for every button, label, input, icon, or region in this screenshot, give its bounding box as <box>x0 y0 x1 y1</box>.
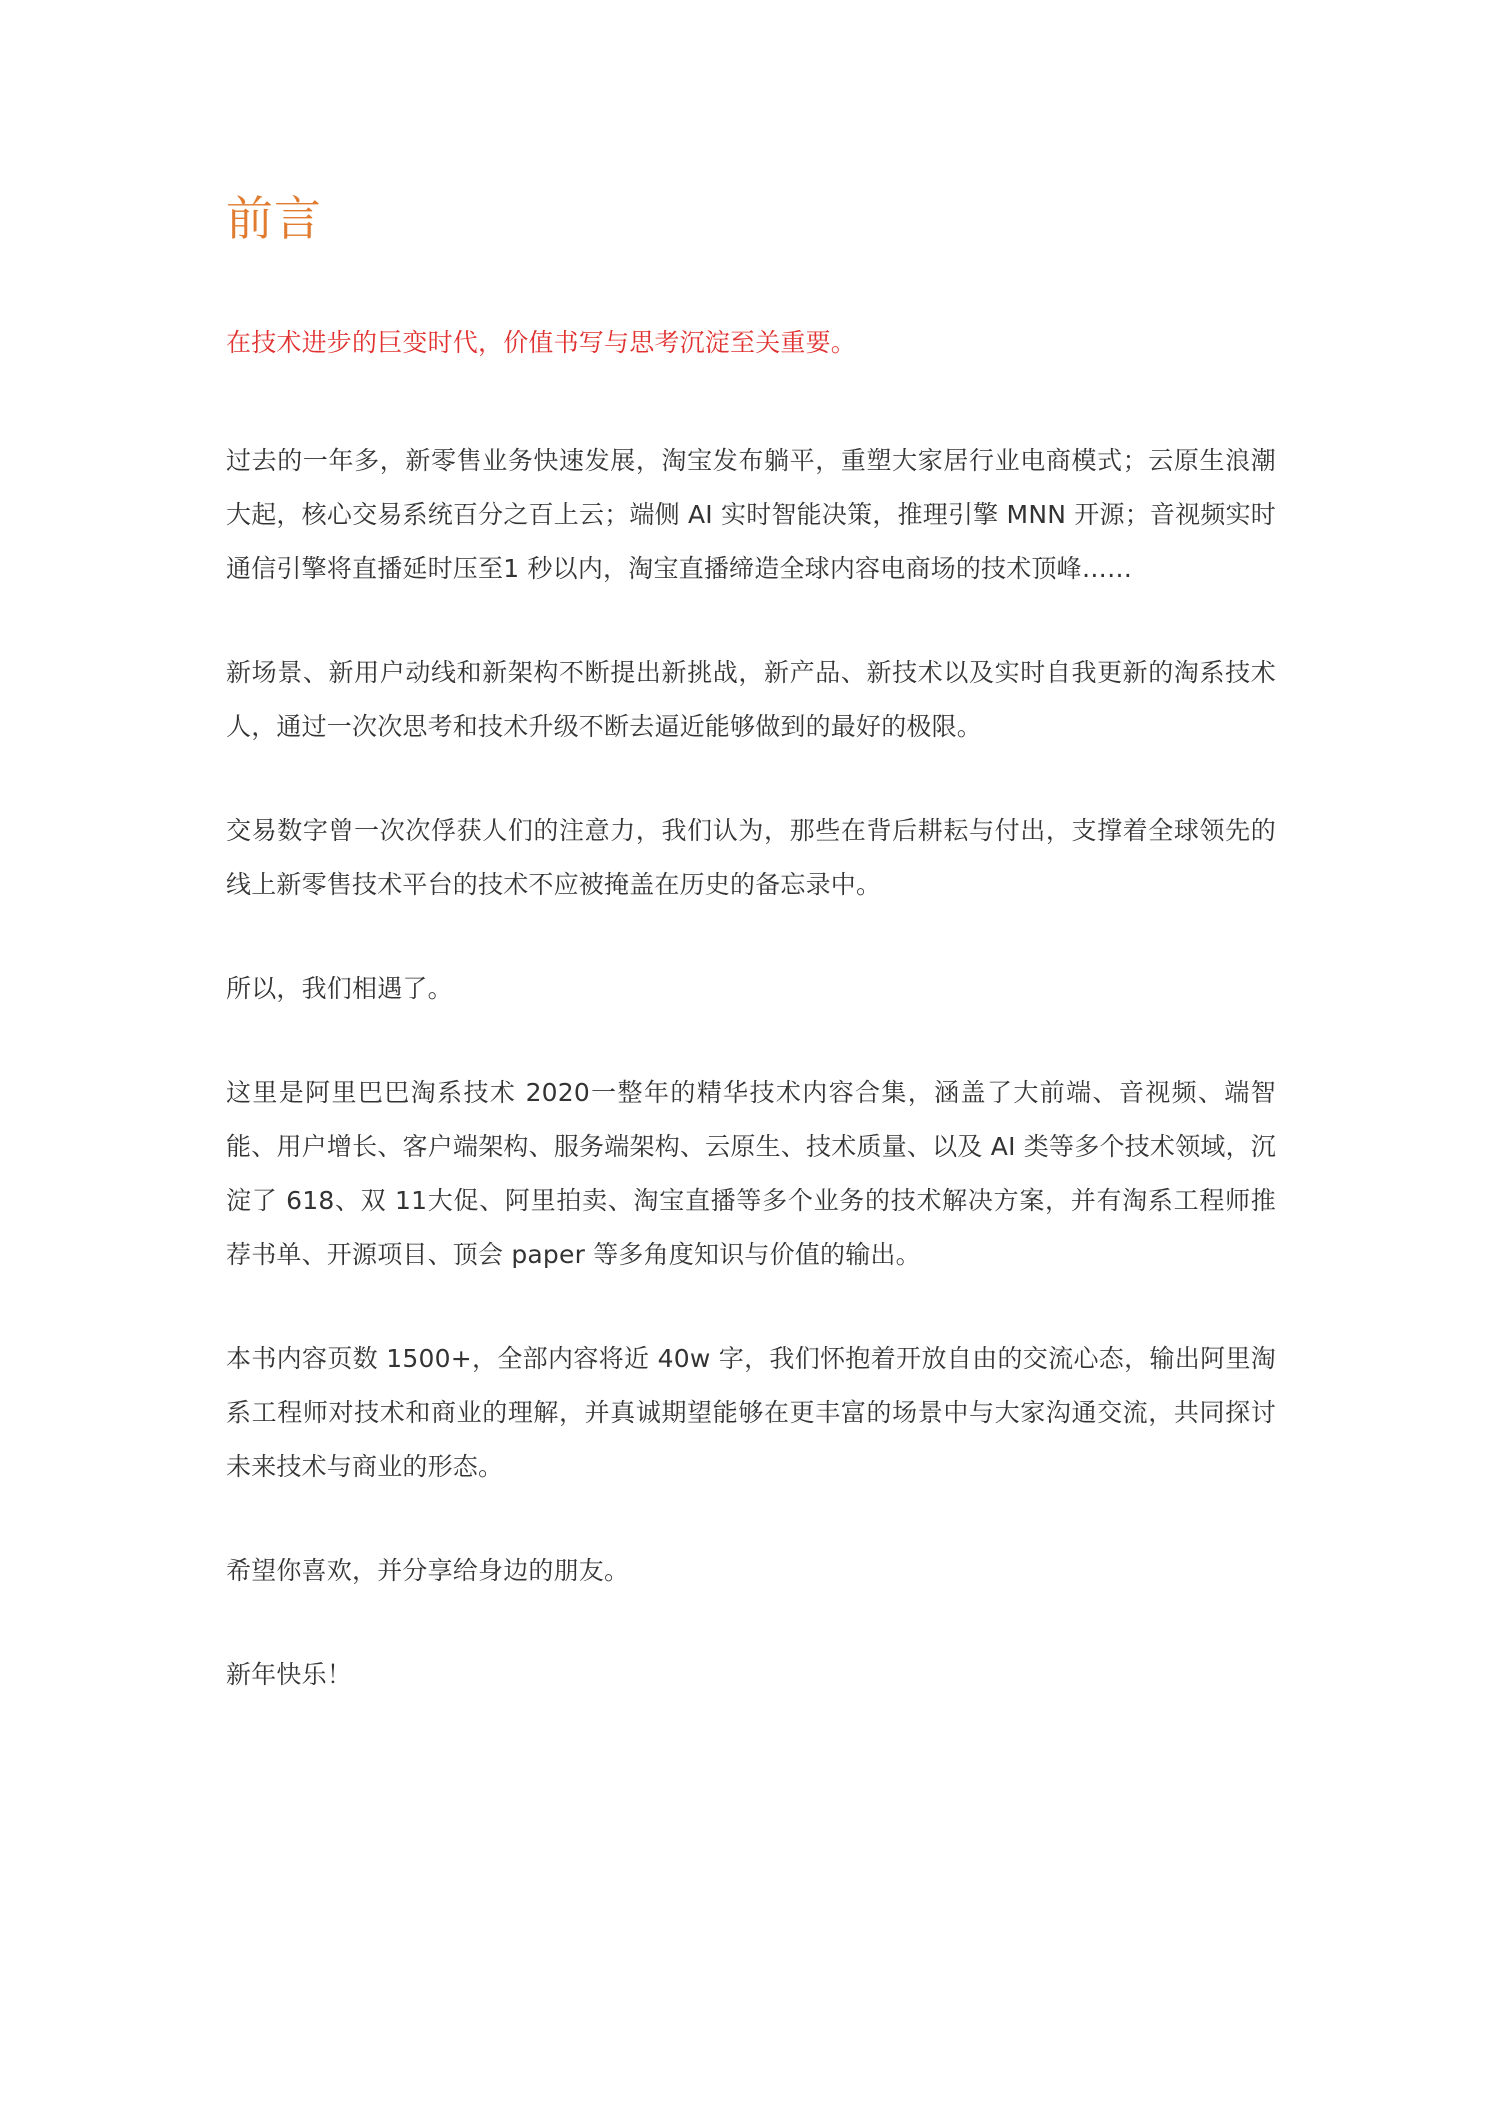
document-body <box>226 316 1276 1752</box>
paragraph: 过去的一年多，新零售业务快速发展，淘宝发布躺平，重塑大家居行业电商模式；云原生浪潮大起，核心交易系统百分之百上云；端侧 AI 实时智能决策，推理引擎 MNN 开源；音视频实时通信引擎将直播延时压至1 秒以内，淘宝直播缔造全球内容电商场的技术顶峰…… <box>226 446 1276 583</box>
paragraph: 新场景、新用户动线和新架构不断提出新挑战，新产品、新技术以及实时自我更新的淘系技术人，通过一次次思考和技术升级不断去逼近能够做到的最好的极限。 <box>226 658 1276 741</box>
paragraph: 这里是阿里巴巴淘系技术 2020一整年的精华技术内容合集，涵盖了大前端、音视频、端智能、用户增长、客户端架构、服务端架构、云原生、技术质量、以及 AI 类等多个技术领域，沉淀了 618、双 11大促、阿里拍卖、淘宝直播等多个业务的技术解决方案，并有淘系工程师推荐书单、开源项目、顶会 paper 等多角度知识与价值的输出。 <box>226 1078 1276 1269</box>
paragraph: 希望你喜欢，并分享给身边的朋友。 <box>226 1556 630 1585</box>
paragraph: 新年快乐！ <box>226 1660 353 1689</box>
paragraph: 交易数字曾一次次俘获人们的注意力，我们认为，那些在背后耕耘与付出，支撑着全球领先的线上新零售技术平台的技术不应被掩盖在历史的备忘录中。 <box>226 816 1276 899</box>
page-title: 前言 <box>226 192 322 247</box>
tagline: 在技术进步的巨变时代，价值书写与思考沉淀至关重要。 <box>226 328 857 357</box>
paragraph: 所以，我们相遇了。 <box>226 974 453 1003</box>
paragraph: 本书内容页数 1500+，全部内容将近 40w 字，我们怀抱着开放自由的交流心态，输出阿里淘系工程师对技术和商业的理解，并真诚期望能够在更丰富的场景中与大家沟通交流，共同探讨未来技术与商业的形态。 <box>226 1344 1276 1481</box>
